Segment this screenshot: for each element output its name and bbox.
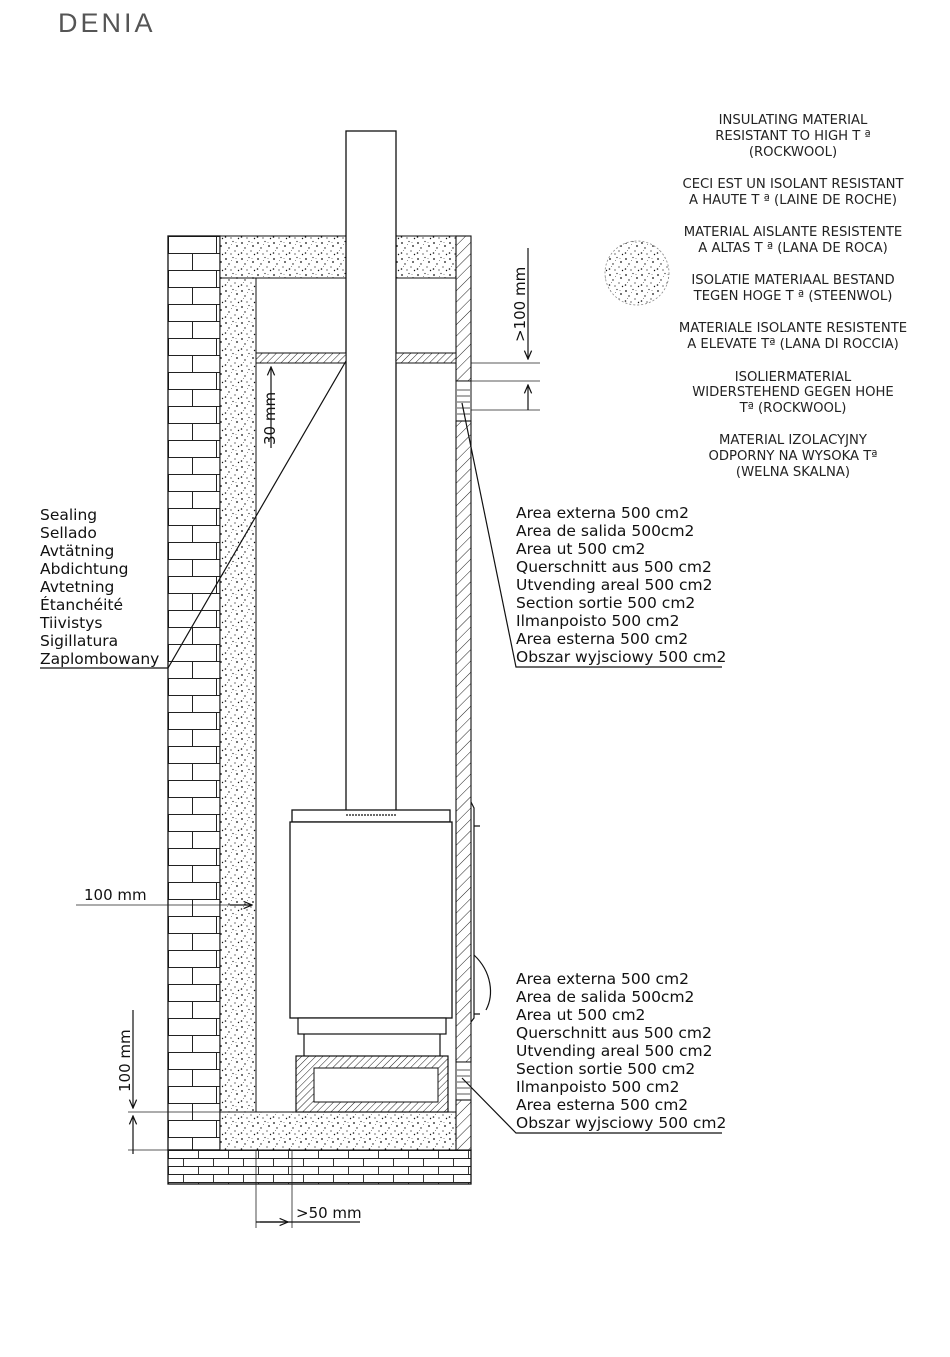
panel-wall-bottom <box>456 1100 471 1150</box>
legend-line: WIDERSTEHEND GEGEN HOHE <box>692 385 894 400</box>
area-label: Area de salida 500cm2 <box>516 988 695 1006</box>
area-label: Ilmanpoisto 500 cm2 <box>516 612 680 630</box>
dim-wall-insulation: 100 mm <box>84 886 147 904</box>
sealing-label: Zaplombowany <box>40 650 160 668</box>
area-label: Area externa 500 cm2 <box>516 970 689 988</box>
legend-line: MATERIAL IZOLACYJNY <box>719 433 867 448</box>
sealing-labels <box>39 506 159 668</box>
panel-wall-middle <box>456 421 471 1062</box>
legend-line: ISOLATIE MATERIAAL BESTAND <box>691 273 895 288</box>
area-label: Querschnitt aus 500 cm2 <box>516 1024 712 1042</box>
stove-top <box>292 810 450 822</box>
insulation-top-right <box>396 236 456 278</box>
dim-side-gap: >50 mm <box>296 1204 362 1222</box>
dim-floor-height: 100 mm <box>116 1029 134 1092</box>
area-labels-top <box>516 504 726 666</box>
legend-line: A ELEVATE Tª (LANA DI ROCCIA) <box>687 337 899 352</box>
sealing-label: Abdichtung <box>40 560 129 578</box>
area-label: Section sortie 500 cm2 <box>516 1060 696 1078</box>
insulation-legend <box>679 113 907 480</box>
sealing-plate-left <box>256 353 346 363</box>
brand-logo: DENIA <box>58 8 156 38</box>
legend-line: (WELNA SKALNA) <box>735 465 851 480</box>
legend-line: CECI EST UN ISOLANT RESISTANT <box>682 177 904 192</box>
sealing-plate-right <box>396 353 456 363</box>
area-label: Obszar wyjsciowy 500 cm2 <box>516 648 727 666</box>
area-label: Querschnitt aus 500 cm2 <box>516 558 712 576</box>
stove-base <box>298 1018 446 1034</box>
area-label: Area ut 500 cm2 <box>516 1006 646 1024</box>
area-label: Area esterna 500 cm2 <box>516 1096 689 1114</box>
legend-line: MATERIAL AISLANTE RESISTENTE <box>683 225 903 240</box>
dim-plate-gap: 30 mm <box>261 391 279 445</box>
area-label: Area esterna 500 cm2 <box>516 630 689 648</box>
insulation-floor <box>220 1112 456 1150</box>
insulation-left <box>220 236 256 1150</box>
legend-line: A ALTAS T ª (LANA DE ROCA) <box>698 241 888 256</box>
legend-line: (ROCKWOOL) <box>748 145 838 160</box>
area-label: Utvending areal 500 cm2 <box>516 1042 713 1060</box>
area-label: Area de salida 500cm2 <box>516 522 695 540</box>
brick-wall <box>168 236 220 1150</box>
stove-body <box>290 822 452 1018</box>
legend-line: ISOLIERMATERIAL <box>734 370 852 385</box>
sealing-label: Sellado <box>40 524 97 542</box>
sealing-label: Avtetning <box>40 578 115 596</box>
stove-handle <box>474 955 490 1010</box>
legend-line: A HAUTE T ª (LAINE DE ROCHE) <box>689 193 897 208</box>
area-labels-bottom <box>516 970 726 1132</box>
panel-wall-top <box>456 236 471 381</box>
legend-line: INSULATING MATERIAL <box>718 113 868 128</box>
legend-line: TEGEN HOGE T ª (STEENWOL) <box>693 289 893 304</box>
legend-line: RESISTANT TO HIGH T ª <box>715 129 871 144</box>
legend-line: ODPORNY NA WYSOKA Tª <box>708 449 878 464</box>
area-label: Area ut 500 cm2 <box>516 540 646 558</box>
sealing-label: Tiivistys <box>40 614 103 632</box>
sealing-label: Avtätning <box>40 542 115 560</box>
area-label: Obszar wyjsciowy 500 cm2 <box>516 1114 727 1132</box>
legend-line: MATERIALE ISOLANTE RESISTENTE <box>678 321 908 336</box>
area-label: Utvending areal 500 cm2 <box>516 576 713 594</box>
rockwool-swatch-icon <box>605 241 669 305</box>
sealing-label: Sealing <box>40 506 98 524</box>
area-label: Ilmanpoisto 500 cm2 <box>516 1078 680 1096</box>
stove-door <box>471 802 480 1022</box>
brick-floor <box>168 1150 471 1184</box>
sealing-label: Sigillatura <box>40 632 119 650</box>
area-label: Section sortie 500 cm2 <box>516 594 696 612</box>
chimney-flue <box>346 131 396 819</box>
insulation-top-left <box>220 236 346 278</box>
sealing-label: Étanchéité <box>40 596 123 614</box>
legend-line: Tª (ROCKWOOL) <box>739 401 847 416</box>
upper-vent <box>456 381 471 421</box>
stove-stand-inner <box>314 1068 438 1102</box>
dim-top-clearance: >100 mm <box>511 266 529 342</box>
area-label: Area externa 500 cm2 <box>516 504 689 522</box>
